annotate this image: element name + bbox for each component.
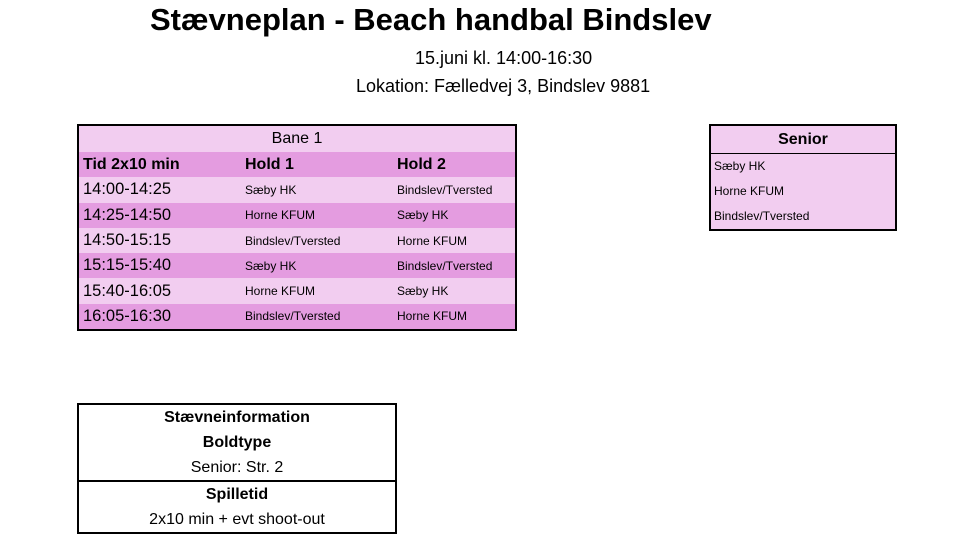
match-team1: Horne KFUM [245, 284, 316, 299]
table-row [79, 278, 515, 303]
match-time: 14:00-14:25 [83, 180, 172, 199]
match-team2: Bindslev/Tversted [397, 258, 493, 273]
playtime-value: 2x10 min + evt shoot-out [149, 511, 325, 528]
match-time: 15:40-16:05 [83, 281, 172, 300]
playtime-section [79, 480, 395, 532]
senior-team-item: Bindslev/Tversted [714, 209, 810, 223]
match-team2: Sæby HK [397, 284, 449, 299]
match-time: 14:25-14:50 [83, 205, 172, 224]
match-team2: Sæby HK [397, 208, 449, 223]
column-header-time: Tid 2x10 min [83, 155, 180, 173]
match-team1: Sæby HK [245, 258, 297, 273]
senior-teams-box [709, 124, 897, 231]
match-time: 15:15-15:40 [83, 256, 172, 275]
table-row [79, 253, 515, 278]
senior-team-item: Sæby HK [714, 159, 766, 173]
table-row [79, 203, 515, 228]
match-schedule-table [77, 124, 517, 331]
court-header: Bane 1 [79, 126, 515, 152]
table-row [79, 177, 515, 202]
table-row [79, 228, 515, 253]
match-time: 16:05-16:30 [83, 306, 172, 325]
match-team1: Bindslev/Tversted [245, 309, 341, 324]
column-header-row [79, 152, 515, 177]
ball-type-label: Boldtype [202, 434, 272, 451]
senior-header: Senior [711, 126, 895, 154]
match-time: 14:50-15:15 [83, 231, 172, 250]
ball-type-value: Senior: Str. 2 [190, 459, 284, 476]
playtime-label: Spilletid [205, 486, 269, 503]
tournament-info-box [77, 403, 397, 534]
column-header-team2: Hold 2 [397, 155, 446, 173]
column-header-team1: Hold 1 [245, 155, 294, 173]
info-title: Stævneinformation [164, 409, 310, 426]
senior-team-item: Horne KFUM [714, 184, 785, 198]
page-title: Stævneplan - Beach handbal Bindslev [150, 2, 712, 37]
match-team2: Horne KFUM [397, 233, 468, 248]
date-line: 15.juni kl. 14:00-16:30 [415, 48, 593, 68]
table-row [79, 304, 515, 329]
match-team1: Horne KFUM [245, 208, 316, 223]
location-line: Lokation: Fælledvej 3, Bindslev 9881 [356, 76, 651, 96]
match-team1: Bindslev/Tversted [245, 233, 341, 248]
match-team1: Sæby HK [245, 182, 297, 197]
match-team2: Bindslev/Tversted [397, 182, 493, 197]
match-team2: Horne KFUM [397, 309, 468, 324]
